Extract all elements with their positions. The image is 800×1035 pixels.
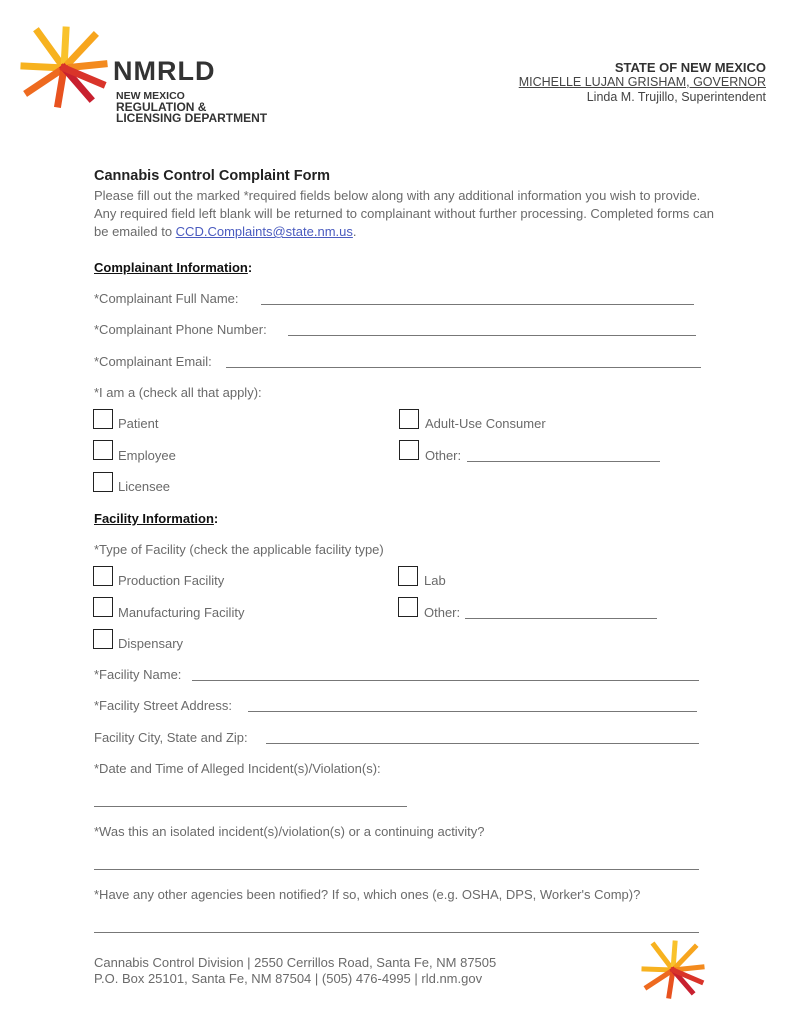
patient-label: Patient xyxy=(118,416,159,431)
form-intro xyxy=(94,187,714,241)
intro-end: . xyxy=(352,224,357,239)
footer-line-1: Cannabis Control Division | 2550 Cerrillos Road, Santa Fe, NM 87505 xyxy=(94,955,497,970)
dispensary-label: Dispensary xyxy=(118,636,184,651)
state-header xyxy=(519,60,766,105)
governor-name: MICHELLE LUJAN GRISHAM, GOVERNOR xyxy=(518,75,766,89)
form-title: Cannabis Control Complaint Form xyxy=(94,168,331,184)
other-facility-checkbox[interactable] xyxy=(398,597,418,617)
isolated-label: *Was this an isolated incident(s)/violation(s) or a continuing activity? xyxy=(94,824,485,839)
other-facility-label: Other: xyxy=(424,605,461,620)
brand-name: NMRLD xyxy=(113,56,216,86)
lab-label: Lab xyxy=(424,573,446,588)
agencies-label: *Have any other agencies been notified? If so, which ones (e.g. OSHA, DPS, Worker's Comp)? xyxy=(94,887,641,902)
dept-line-3: LICENSING DEPARTMENT xyxy=(116,111,268,125)
date-field[interactable] xyxy=(94,806,407,807)
phone-label: *Complainant Phone Number: xyxy=(94,322,267,337)
production-label: Production Facility xyxy=(118,573,225,588)
patient-checkbox[interactable] xyxy=(93,409,113,429)
full-name-field[interactable] xyxy=(261,304,694,305)
other-role-checkbox[interactable] xyxy=(399,440,419,460)
facility-name-field[interactable] xyxy=(192,680,699,681)
facility-heading-text: Facility Information xyxy=(94,511,214,526)
complainant-heading-text: Complainant Information xyxy=(94,260,248,275)
city-label: Facility City, State and Zip: xyxy=(94,730,248,745)
dept-line-2: REGULATION & xyxy=(116,100,207,114)
agencies-field[interactable] xyxy=(94,932,699,933)
iam-label: *I am a (check all that apply): xyxy=(94,385,262,400)
facility-type-label: *Type of Facility (check the applicable facility type) xyxy=(94,542,384,557)
phone-field[interactable] xyxy=(288,335,696,336)
street-field[interactable] xyxy=(248,711,697,712)
complaints-email-link[interactable]: CCD.Complaints@state.nm.us xyxy=(175,224,353,239)
footer-address xyxy=(94,955,496,987)
state-title: STATE OF NEW MEXICO xyxy=(614,60,766,75)
lab-checkbox[interactable] xyxy=(398,566,418,586)
other-facility-field[interactable] xyxy=(465,618,657,619)
production-checkbox[interactable] xyxy=(93,566,113,586)
licensee-checkbox[interactable] xyxy=(93,472,113,492)
footer-line-2: P.O. Box 25101, Santa Fe, NM 87504 | (505) 476-4995 | rld.nm.gov xyxy=(94,971,483,986)
licensee-label: Licensee xyxy=(118,479,171,494)
adult-use-label: Adult-Use Consumer xyxy=(425,416,546,431)
employee-checkbox[interactable] xyxy=(93,440,113,460)
manufacturing-checkbox[interactable] xyxy=(93,597,113,617)
dept-line-1: NEW MEXICO xyxy=(116,90,185,102)
manufacturing-label: Manufacturing Facility xyxy=(118,605,245,620)
superintendent-name: Linda M. Trujillo, Superintendent xyxy=(586,90,766,104)
intro-text: Please fill out the marked *required fields below along with any additional information you wish to provide. Any required field left blank will be returned to complainant without further processing. Completed forms can be emailed to xyxy=(94,188,714,239)
email-label: *Complainant Email: xyxy=(94,354,212,369)
date-label: *Date and Time of Alleged Incident(s)/Violation(s): xyxy=(94,761,381,776)
facility-name-label: *Facility Name: xyxy=(94,667,182,682)
city-field[interactable] xyxy=(266,743,699,744)
dispensary-checkbox[interactable] xyxy=(93,629,113,649)
complainant-section-heading: Complainant Information: xyxy=(94,260,253,275)
email-field[interactable] xyxy=(226,367,701,368)
nmrld-logo-icon xyxy=(18,26,110,110)
other-role-field[interactable] xyxy=(467,461,660,462)
isolated-field[interactable] xyxy=(94,869,699,870)
footer-logo-icon xyxy=(640,940,706,1000)
street-label: *Facility Street Address: xyxy=(94,698,232,713)
full-name-label: *Complainant Full Name: xyxy=(94,291,239,306)
facility-section-heading: Facility Information: xyxy=(94,511,219,526)
department-name xyxy=(116,91,267,124)
other-role-label: Other: xyxy=(425,448,462,463)
employee-label: Employee xyxy=(118,448,176,463)
adult-use-checkbox[interactable] xyxy=(399,409,419,429)
